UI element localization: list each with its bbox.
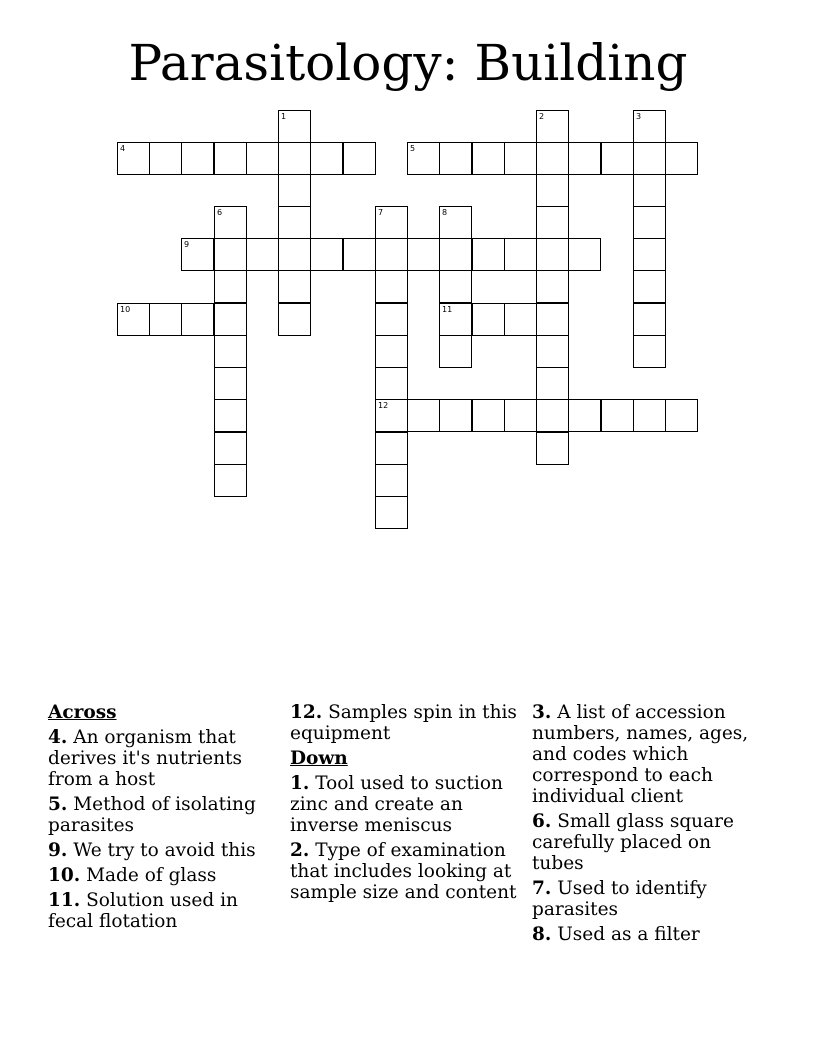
- clue-text: Method of isolating parasites: [48, 794, 256, 836]
- grid-cell[interactable]: [633, 303, 666, 336]
- grid-cell[interactable]: [375, 335, 408, 368]
- grid-cell[interactable]: [214, 367, 247, 400]
- grid-cell[interactable]: [439, 270, 472, 303]
- clues-column-2: [290, 702, 526, 907]
- grid-cell[interactable]: [633, 174, 666, 207]
- clue-number: 4.: [48, 727, 68, 748]
- grid-cell[interactable]: [375, 367, 408, 400]
- grid-cell[interactable]: [278, 206, 311, 239]
- grid-cell[interactable]: [214, 464, 247, 497]
- clue-down-1: [290, 773, 526, 836]
- grid-cell[interactable]: [568, 142, 601, 175]
- grid-cell[interactable]: [439, 399, 472, 432]
- grid-cell[interactable]: [214, 432, 247, 465]
- page-title: Parasitology: Building: [128, 34, 688, 92]
- clue-text: An organism that derives it's nutrients from a host: [48, 727, 242, 790]
- clue-number: 12.: [290, 702, 323, 723]
- grid-cell[interactable]: [472, 399, 505, 432]
- grid-cell[interactable]: [343, 238, 376, 271]
- grid-cell[interactable]: [536, 174, 569, 207]
- grid-cell[interactable]: [439, 335, 472, 368]
- grid-cell[interactable]: [278, 142, 311, 175]
- grid-cell[interactable]: [633, 142, 666, 175]
- clue-down-6: [532, 811, 768, 874]
- grid-cell[interactable]: [343, 142, 376, 175]
- cell-number: 4: [120, 144, 126, 153]
- grid-cell[interactable]: [665, 399, 698, 432]
- grid-cell[interactable]: [375, 432, 408, 465]
- cell-number: 5: [410, 144, 416, 153]
- clue-across-5: [48, 794, 284, 836]
- grid-cell[interactable]: [278, 303, 311, 336]
- grid-cell[interactable]: [601, 142, 634, 175]
- grid-cell[interactable]: [633, 206, 666, 239]
- grid-cell[interactable]: [214, 399, 247, 432]
- grid-cell[interactable]: [439, 238, 472, 271]
- grid-cell[interactable]: [665, 142, 698, 175]
- clue-across-10: [48, 865, 284, 886]
- grid-cell[interactable]: [568, 399, 601, 432]
- grid-cell[interactable]: [278, 270, 311, 303]
- down-heading: Down: [290, 748, 348, 769]
- grid-cell[interactable]: [375, 303, 408, 336]
- grid-cell[interactable]: [536, 432, 569, 465]
- clue-number: 8.: [532, 924, 552, 945]
- clues-column-3: [532, 702, 768, 949]
- grid-cell[interactable]: [117, 303, 150, 336]
- grid-cell[interactable]: [633, 399, 666, 432]
- grid-cell[interactable]: [504, 399, 537, 432]
- cell-number: 12: [378, 401, 389, 410]
- grid-cell[interactable]: [375, 206, 408, 239]
- grid-cell[interactable]: [310, 142, 343, 175]
- cell-number: 7: [378, 208, 384, 217]
- grid-cell[interactable]: [633, 335, 666, 368]
- clue-text: We try to avoid this: [73, 840, 256, 861]
- clue-number: 10.: [48, 865, 81, 886]
- grid-cell[interactable]: [472, 142, 505, 175]
- grid-cell[interactable]: [439, 303, 472, 336]
- grid-cell[interactable]: [407, 238, 440, 271]
- grid-cell[interactable]: [181, 238, 214, 271]
- clue-text: Samples spin in this equipment: [290, 702, 517, 744]
- grid-cell[interactable]: [214, 206, 247, 239]
- clue-text: Solution used in fecal flotation: [48, 890, 238, 932]
- clue-down-3: [532, 702, 768, 807]
- grid-cell[interactable]: [407, 399, 440, 432]
- grid-cell[interactable]: [375, 496, 408, 529]
- grid-cell[interactable]: [149, 303, 182, 336]
- grid-cell[interactable]: [568, 238, 601, 271]
- grid-cell[interactable]: [214, 270, 247, 303]
- grid-cell[interactable]: [375, 270, 408, 303]
- cell-number: 8: [442, 208, 448, 217]
- grid-cell[interactable]: [310, 238, 343, 271]
- grid-cell[interactable]: [181, 142, 214, 175]
- clue-down-8: [532, 924, 768, 945]
- grid-cell[interactable]: [633, 270, 666, 303]
- clue-number: 9.: [48, 840, 68, 861]
- grid-cell[interactable]: [536, 142, 569, 175]
- cell-number: 3: [636, 112, 642, 121]
- grid-cell[interactable]: [117, 142, 150, 175]
- clue-number: 6.: [532, 811, 552, 832]
- grid-cell[interactable]: [278, 174, 311, 207]
- grid-cell[interactable]: [214, 142, 247, 175]
- grid-cell[interactable]: [536, 110, 569, 143]
- clue-across-12: [290, 702, 526, 744]
- clue-number: 5.: [48, 794, 68, 815]
- clue-number: 2.: [290, 840, 310, 861]
- grid-cell[interactable]: [214, 303, 247, 336]
- clue-number: 3.: [532, 702, 552, 723]
- clue-text: Made of glass: [86, 865, 217, 886]
- clue-text: Small glass square carefully placed on tubes: [532, 811, 734, 874]
- clue-number: 11.: [48, 890, 81, 911]
- grid-cell[interactable]: [375, 464, 408, 497]
- clue-text: Used to identify parasites: [532, 878, 707, 920]
- grid-cell[interactable]: [504, 303, 537, 336]
- clue-text: Tool used to suction zinc and create an inverse meniscus: [290, 773, 503, 836]
- cell-number: 10: [120, 305, 131, 314]
- cell-number: 11: [442, 305, 453, 314]
- clues-column-1: [48, 702, 284, 936]
- clue-across-11: [48, 890, 284, 932]
- grid-cell[interactable]: [214, 238, 247, 271]
- grid-cell[interactable]: [181, 303, 214, 336]
- cell-number: 6: [217, 208, 223, 217]
- grid-cell[interactable]: [472, 303, 505, 336]
- clue-down-2: [290, 840, 526, 903]
- grid-cell[interactable]: [536, 206, 569, 239]
- grid-cell[interactable]: [375, 238, 408, 271]
- grid-cell[interactable]: [536, 399, 569, 432]
- grid-cell[interactable]: [536, 238, 569, 271]
- grid-cell[interactable]: [149, 142, 182, 175]
- grid-cell[interactable]: [439, 142, 472, 175]
- grid-cell[interactable]: [214, 335, 247, 368]
- across-heading: Across: [48, 702, 117, 723]
- grid-cell[interactable]: [633, 238, 666, 271]
- grid-cell[interactable]: [278, 110, 311, 143]
- grid-cell[interactable]: [246, 142, 279, 175]
- clue-down-7: [532, 878, 768, 920]
- grid-cell[interactable]: [504, 238, 537, 271]
- grid-cell[interactable]: [472, 238, 505, 271]
- grid-cell[interactable]: [439, 206, 472, 239]
- grid-cell[interactable]: [375, 399, 408, 432]
- clue-across-9: [48, 840, 284, 861]
- cell-number: 9: [184, 240, 190, 249]
- grid-cell[interactable]: [246, 238, 279, 271]
- clue-text: Used as a filter: [557, 924, 700, 945]
- clue-across-4: [48, 727, 284, 790]
- grid-cell[interactable]: [536, 335, 569, 368]
- grid-cell[interactable]: [536, 303, 569, 336]
- grid-cell[interactable]: [633, 110, 666, 143]
- clue-text: A list of accession numbers, names, ages, and codes which correspond to each individual client: [532, 702, 749, 807]
- cell-number: 2: [539, 112, 545, 121]
- clue-text: Type of examination that includes looking at sample size and content: [290, 840, 517, 903]
- grid-cell[interactable]: [407, 142, 440, 175]
- clue-number: 7.: [532, 878, 552, 899]
- grid-cell[interactable]: [536, 367, 569, 400]
- cell-number: 1: [281, 112, 287, 121]
- clue-number: 1.: [290, 773, 310, 794]
- grid-cell[interactable]: [504, 142, 537, 175]
- grid-cell[interactable]: [536, 270, 569, 303]
- grid-cell[interactable]: [601, 399, 634, 432]
- grid-cell[interactable]: [278, 238, 311, 271]
